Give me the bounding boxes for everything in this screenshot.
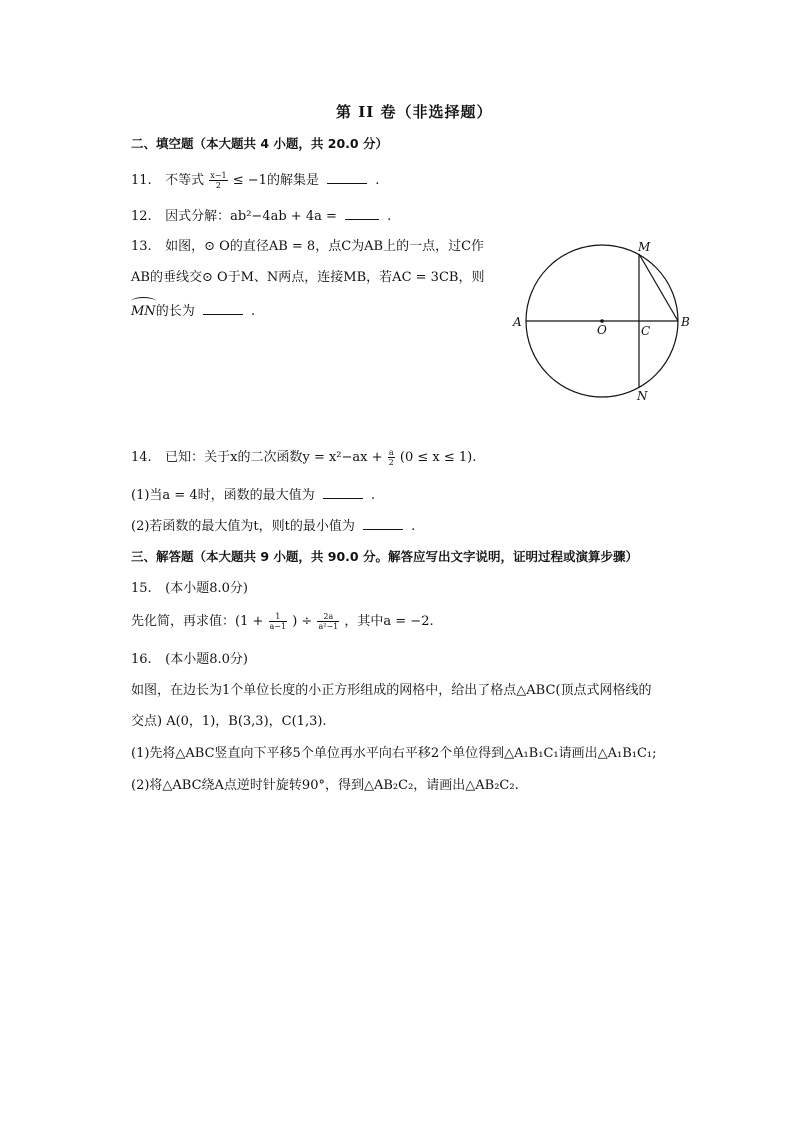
fraction-denominator: 2 (215, 181, 221, 190)
question-text: (1)当a = 4时，函数的最大值为 (131, 488, 315, 503)
question-number: 16. (131, 652, 152, 667)
question-text: 的长为 (155, 304, 195, 319)
label-n: N (637, 389, 648, 403)
fraction (269, 612, 288, 631)
question-end: . (411, 519, 416, 534)
question-text: 先化简，再求值：(1 + (131, 614, 264, 629)
fraction-denominator: a²−1 (318, 622, 339, 631)
answer-blank (363, 515, 403, 530)
question-16-line-2: 交点) A(0，1)，B(3,3)，C(1,3). (131, 714, 327, 729)
question-14 (131, 448, 476, 468)
question-score: (本小题8.0分) (165, 652, 248, 667)
question-text: (2)若函数的最大值为t，则t的最小值为 (131, 519, 355, 534)
question-end: . (370, 488, 376, 503)
question-16-header (131, 650, 248, 670)
label-b: B (681, 315, 690, 329)
question-13-line-3 (131, 300, 255, 322)
question-text: ≤ −1的解集是 (232, 173, 319, 188)
fraction-numerator: a (388, 448, 394, 457)
section-fill-in: 二、填空题（本大题共 4 小题，共 20.0 分） (131, 136, 388, 151)
label-a: A (513, 315, 522, 329)
question-number: 12. (131, 209, 152, 224)
question-score: (本小题8.0分) (165, 581, 248, 596)
label-c: C (641, 324, 651, 338)
answer-blank (203, 300, 243, 315)
section-answer: 三、解答题（本大题共 9 小题，共 90.0 分。解答应写出文字说明，证明过程或演算步骤） (131, 549, 638, 564)
question-text: (0 ≤ x ≤ 1). (399, 450, 477, 465)
segment-mb (639, 254, 678, 321)
question-text: 如图，⊙ O的直径AB = 8，点C为AB上的一点，过C作 (165, 239, 485, 254)
question-text: 已知：关于x的二次函数y = x²−ax + (165, 450, 383, 465)
answer-blank (345, 205, 379, 220)
question-16-line-3: (1)先将△ABC竖直向下平移5个单位再水平向右平移2个单位得到△A₁B₁C₁请画出△A₁B₁C₁; (131, 746, 657, 761)
answer-blank (323, 484, 363, 499)
fraction-numerator: x−1 (210, 171, 227, 180)
question-text: ) ÷ (292, 614, 313, 629)
question-text: ，其中a = −2. (344, 614, 434, 629)
question-15-header (131, 579, 248, 599)
label-o: O (597, 323, 607, 337)
question-number: 15. (131, 581, 152, 596)
page-title: 第 II 卷（非选择题） (336, 103, 493, 121)
fraction-numerator: 2a (317, 612, 339, 622)
question-13-line-1 (131, 237, 484, 257)
fraction (317, 612, 339, 631)
question-text: 不等式 (165, 173, 205, 188)
question-end: . (375, 173, 380, 188)
question-16-line-1: 如图，在边长为1个单位长度的小正方形组成的网格中，给出了格点△ABC(顶点式网格线的 (131, 683, 652, 698)
question-number: 11. (131, 173, 152, 188)
question-12 (131, 205, 391, 227)
arc-label: MN (131, 302, 156, 322)
question-11 (131, 169, 379, 191)
question-end: . (387, 209, 392, 224)
question-16-line-4: (2)将△ABC绕A点逆时针旋转90°，得到△AB₂C₂，请画出△AB₂C₂. (131, 778, 519, 793)
question-number: 14. (131, 450, 152, 465)
answer-blank (327, 169, 367, 184)
question-15-body (131, 612, 434, 632)
label-m: M (638, 240, 651, 254)
fraction-numerator: 1 (269, 612, 288, 622)
question-13-line-2: AB的垂线交⊙ O于M、N两点，连接MB，若AC = 3CB，则 (131, 270, 485, 285)
circle-figure (505, 235, 705, 410)
question-end: . (250, 304, 256, 319)
question-14-part-2 (131, 515, 415, 537)
question-14-part-1 (131, 484, 375, 506)
fraction-denominator: 2 (388, 458, 394, 467)
question-number: 13. (131, 239, 152, 254)
fraction (209, 171, 227, 190)
fraction-denominator: a−1 (269, 622, 287, 631)
fraction (388, 448, 395, 467)
question-text: 因式分解：ab²−4ab + 4a = (165, 209, 337, 224)
